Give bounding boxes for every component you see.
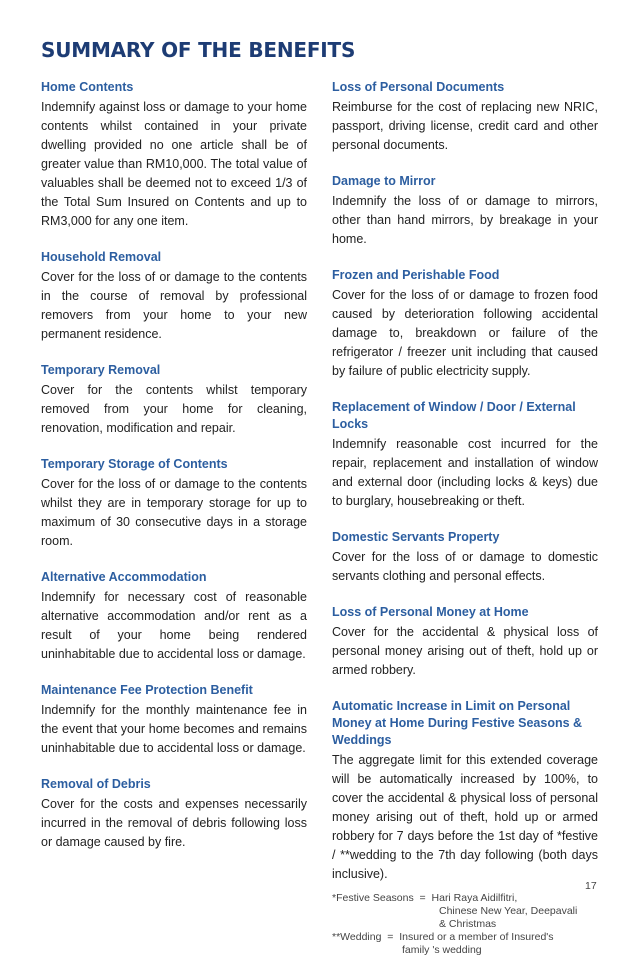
benefit-heading: Frozen and Perishable Food	[332, 268, 500, 282]
benefit-alternative-accommodation	[41, 569, 307, 664]
benefit-description: The aggregate limit for this extended coverage will be automatically increased by 100%, to cover the accidental & physical loss of personal money arising out of theft, hold up or armed robbery for 7 days before the 1st day of *festive / **wedding to the 7th day following (both days inclusive).	[332, 753, 598, 881]
footnotes	[332, 892, 598, 957]
benefit-description: Indemnify against loss or damage to your home contents whilst contained in your private dwelling provided no one article shall be of greater value than RM10,000. The total value of valuables shall be deemed not to exceed 1/3 of the Total Sum Insured on Contents and up to RM3,000 for any one item.	[41, 100, 307, 228]
benefit-description: Cover for the costs and expenses necessarily incurred in the removal of debris following loss or damage caused by fire.	[41, 797, 307, 849]
right-column	[332, 79, 598, 957]
benefit-damage-to-mirror	[332, 173, 598, 249]
benefit-heading: Maintenance Fee Protection Benefit	[41, 683, 253, 697]
benefit-description: Cover for the loss of or damage to the contents whilst they are in temporary storage for up to maximum of 30 consecutive days in a storage room.	[41, 477, 307, 548]
benefit-heading: Temporary Storage of Contents	[41, 457, 228, 471]
benefit-window-door-locks	[332, 399, 598, 511]
benefit-maintenance-fee	[41, 682, 307, 758]
page-number: 17	[585, 880, 597, 892]
benefit-description: Indemnify for necessary cost of reasonable alternative accommodation and/or rent as a result of your home being rendered uninhabitable due to accidental loss or damage.	[41, 590, 307, 661]
benefit-heading: Household Removal	[41, 250, 162, 264]
benefit-home-contents	[41, 79, 307, 231]
benefit-temporary-removal	[41, 362, 307, 438]
benefit-heading: Loss of Personal Documents	[332, 80, 505, 94]
benefit-domestic-servants	[332, 529, 598, 586]
festive-note	[332, 892, 598, 905]
benefit-description: Indemnify reasonable cost incurred for the repair, replacement and installation of window and external door (including locks & keys) due to burglary, housebreaking or theft.	[332, 437, 598, 508]
festive-note-line: & Christmas	[439, 918, 497, 930]
benefit-heading: Replacement of Window / Door / External Locks	[332, 400, 576, 431]
wedding-note-key: **Wedding =	[332, 931, 400, 943]
benefit-description: Indemnify the loss of or damage to mirrors, other than hand mirrors, by breakage in your home.	[332, 194, 598, 246]
benefit-description: Cover for the loss of or damage to domestic servants clothing and personal effects.	[332, 550, 598, 583]
benefit-personal-money	[332, 604, 598, 680]
benefit-removal-of-debris	[41, 776, 307, 852]
benefit-description: Cover for the loss of or damage to frozen food caused by deterioration following accidental damage to, breakdown or failure of the refrigerator / freezer unit including that caused by failure of public electricity supply.	[332, 288, 598, 378]
benefit-description: Cover for the loss of or damage to the contents in the course of removal by professional removers from your home to your new permanent residence.	[41, 270, 307, 341]
benefit-description: Reimburse for the cost of replacing new NRIC, passport, driving license, credit card and other personal documents.	[332, 100, 598, 152]
benefit-heading: Damage to Mirror	[332, 174, 436, 188]
benefit-heading: Alternative Accommodation	[41, 570, 207, 584]
benefit-heading: Domestic Servants Property	[332, 530, 500, 544]
wedding-note-line: family 's wedding	[402, 944, 482, 956]
benefit-personal-documents	[332, 79, 598, 155]
page-title: SUMMARY OF THE BENEFITS	[41, 38, 356, 62]
benefit-description: Indemnify for the monthly maintenance fee in the event that your home becomes and remains uninhabitable due to accidental loss or damage.	[41, 703, 307, 755]
benefit-temporary-storage	[41, 456, 307, 551]
benefit-heading: Loss of Personal Money at Home	[332, 605, 529, 619]
wedding-note-value: Insured or a member of Insured's	[399, 931, 554, 943]
wedding-note	[332, 931, 598, 944]
benefit-heading: Temporary Removal	[41, 363, 161, 377]
benefit-household-removal	[41, 249, 307, 344]
festive-note-line: Chinese New Year, Deepavali	[439, 905, 578, 917]
benefit-description: Cover for the accidental & physical loss of personal money arising out of theft, hold up or armed robbery.	[332, 625, 598, 677]
benefit-description: Cover for the contents whilst temporary removed from your home for cleaning, renovation, modification and repair.	[41, 383, 307, 435]
festive-note-key: *Festive Seasons =	[332, 892, 432, 904]
benefit-festive-increase	[332, 698, 598, 884]
benefit-frozen-food	[332, 267, 598, 381]
benefit-heading: Removal of Debris	[41, 777, 151, 791]
benefit-heading: Home Contents	[41, 80, 134, 94]
left-column	[41, 79, 307, 870]
festive-note-value: Hari Raya Aidilfitri,	[431, 892, 518, 904]
benefit-heading: Automatic Increase in Limit on Personal Money at Home During Festive Seasons & Weddings	[332, 699, 583, 747]
